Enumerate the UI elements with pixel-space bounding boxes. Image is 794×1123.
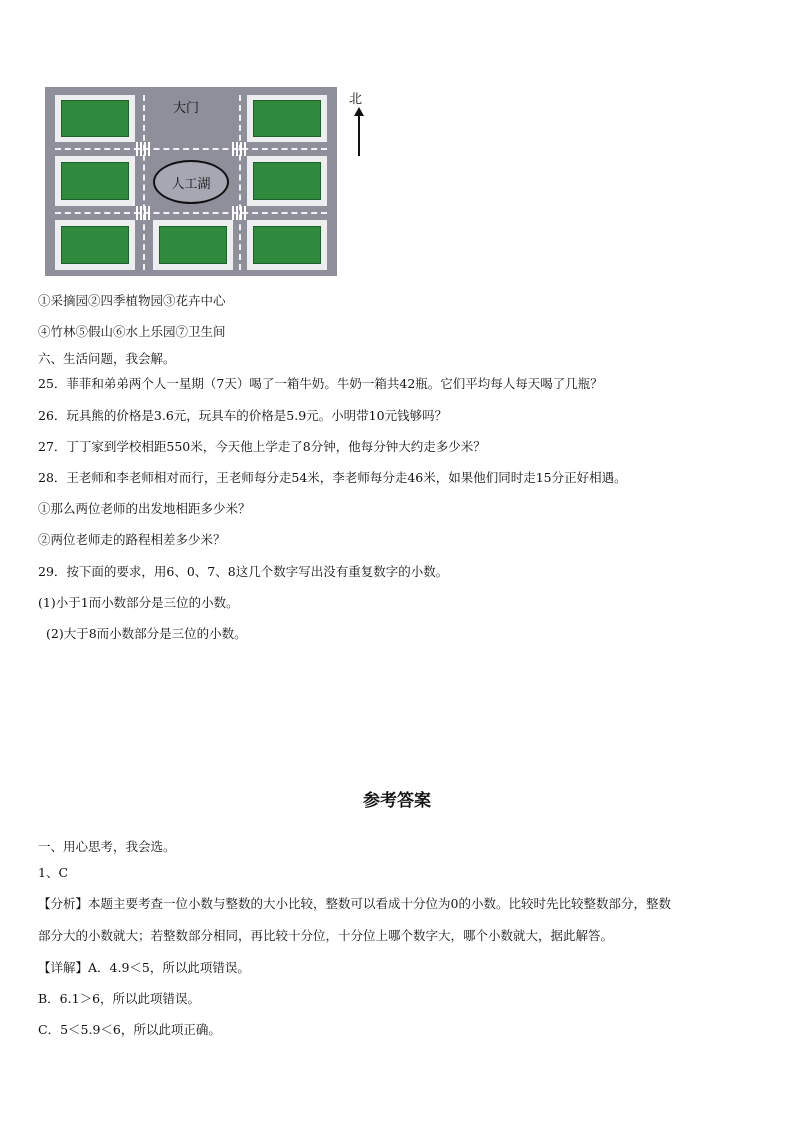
garden-plot (247, 156, 327, 206)
road-marking (55, 148, 327, 150)
crosswalk (232, 206, 246, 220)
park-map (45, 87, 337, 276)
detail-c: C．5＜5.9＜6，所以此项正确。 (38, 1022, 221, 1037)
question-25: 25．菲菲和弟弟两个人一星期（7天）喝了一箱牛奶。牛奶一箱共42瓶。它们平均每人每天喝了几瓶？ (38, 376, 603, 391)
answers-section-heading: 一、用心思考，我会选。 (38, 839, 176, 854)
garden-plot (55, 156, 135, 206)
artificial-lake (153, 160, 229, 204)
road-marking (55, 212, 327, 214)
question-27: 27．丁丁家到学校相距550米，今天他上学走了8分钟，他每分钟大约走多少米？ (38, 439, 486, 454)
garden-plot (55, 220, 135, 270)
north-label: 北 (349, 92, 363, 107)
question-28-part-2: ②两位老师走的路程相差多少米？ (38, 532, 226, 547)
analysis-line-2: 部分大的小数就大；若整数部分相同，再比较十分位，十分位上哪个数字大，哪个小数就大，据此解答。 (38, 928, 614, 943)
question-28-part-1: ①那么两位老师的出发地相距多少米？ (38, 501, 251, 516)
section-heading: 六、生活问题，我会解。 (38, 351, 176, 366)
gate-label: 大门 (173, 101, 200, 116)
detail-a: 【详解】A．4.9＜5，所以此项错误。 (38, 960, 250, 975)
map-legend-1: ①采摘园②四季植物园③花卉中心 (38, 293, 226, 308)
north-arrow-shaft (358, 112, 360, 156)
question-29: 29．按下面的要求，用6、0、7、8这几个数字写出没有重复数字的小数。 (38, 564, 449, 579)
crosswalk (136, 142, 150, 156)
lake-label: 人工湖 (171, 176, 211, 192)
garden-plot (247, 220, 327, 270)
question-29-part-1: (1)小于1而小数部分是三位的小数。 (38, 595, 239, 610)
question-29-part-2: (2)大于8而小数部分是三位的小数。 (46, 626, 247, 641)
question-28: 28．王老师和李老师相对而行，王老师每分走54米，李老师每分走46米，如果他们同时走15分正好相遇。 (38, 470, 627, 485)
answer-1: 1、C (38, 865, 69, 880)
garden-plot (153, 220, 233, 270)
map-legend-2: ④竹林⑤假山⑥水上乐园⑦卫生间 (38, 324, 226, 339)
road-marking (143, 95, 145, 270)
detail-b: B．6.1＞6，所以此项错误。 (38, 991, 201, 1006)
road-marking (239, 95, 241, 270)
answers-title: 参考答案 (363, 791, 431, 811)
crosswalk (232, 142, 246, 156)
garden-plot (55, 95, 135, 142)
question-26: 26．玩具熊的价格是3.6元，玩具车的价格是5.9元。小明带10元钱够吗？ (38, 408, 448, 423)
analysis-line-1: 【分析】本题主要考查一位小数与整数的大小比较，整数可以看成十分位为0的小数。比较时先比较整数部分，整数 (38, 896, 671, 911)
crosswalk (136, 206, 150, 220)
garden-plot (247, 95, 327, 142)
